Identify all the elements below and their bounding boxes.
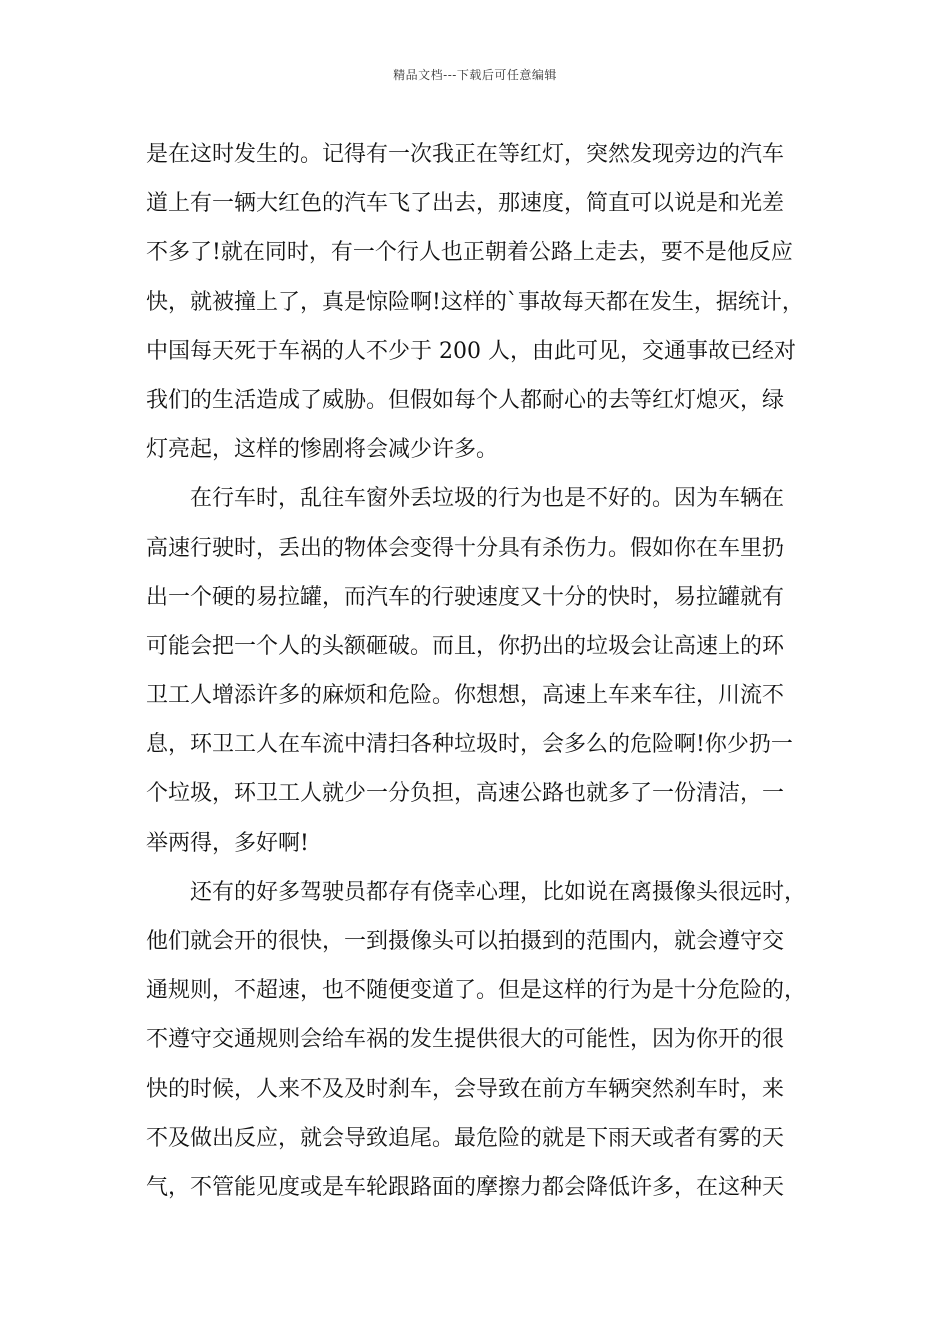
text-line: 举两得，多好啊!	[146, 830, 309, 856]
text-line: 卫工人增添许多的麻烦和危险。你想想，高速上车来车往，川流不	[146, 683, 785, 709]
text-line: 气，不管能见度或是车轮跟路面的摩擦力都会降低许多，在这种天	[146, 1174, 785, 1200]
text-line: 可能会把一个人的头额砸破。而且，你扔出的垃圾会让高速上的环	[146, 633, 785, 659]
body-text	[146, 130, 836, 1212]
text-line: 不及做出反应，就会导致追尾。最危险的就是下雨天或者有雾的天	[146, 1125, 785, 1151]
paragraph-start-line: 还有的好多驾驶员都存有侥幸心理，比如说在离摄像头很远时，	[190, 879, 807, 905]
text-line: 中国每天死于车祸的人不少于 200 人，由此可见，交通事故已经对	[146, 338, 796, 364]
text-line: 道上有一辆大红色的汽车飞了出去，那速度，简直可以说是和光差	[146, 191, 785, 217]
text-line: 我们的生活造成了威胁。但假如每个人都耐心的去等红灯熄灭，绿	[146, 387, 785, 413]
text-line: 息，环卫工人在车流中清扫各种垃圾时，会多么的危险啊!你少扔一	[146, 732, 793, 758]
text-line: 灯亮起，这样的惨剧将会减少许多。	[146, 437, 499, 463]
text-line: 不遵守交通规则会给车祸的发生提供很大的可能性，因为你开的很	[146, 1027, 785, 1053]
text-line: 快，就被撞上了，真是惊险啊!这样的`事故每天都在发生，据统计，	[146, 289, 804, 315]
text-line: 不多了!就在同时，有一个行人也正朝着公路上走去，要不是他反应	[146, 240, 793, 266]
paragraph-start-line: 在行车时，乱往车窗外丢垃圾的行为也是不好的。因为车辆在	[190, 486, 785, 512]
page-header: 精品文档---下载后可任意编辑	[393, 68, 557, 82]
text-line: 通规则，不超速，也不随便变道了。但是这样的行为是十分危险的，	[146, 978, 807, 1004]
text-line: 个垃圾，环卫工人就少一分负担，高速公路也就多了一份清洁，一	[146, 781, 785, 807]
text-line: 快的时候，人来不及及时刹车，会导致在前方车辆突然刹车时，来	[146, 1076, 785, 1102]
text-line: 他们就会开的很快，一到摄像头可以拍摄到的范围内，就会遵守交	[146, 929, 785, 954]
text-line: 出一个硬的易拉罐，而汽车的行驶速度又十分的快时，易拉罐就有	[146, 584, 785, 610]
text-line: 是在这时发生的。记得有一次我正在等红灯，突然发现旁边的汽车	[146, 142, 785, 167]
text-line: 高速行驶时，丢出的物体会变得十分具有杀伤力。假如你在车里扔	[146, 535, 785, 561]
